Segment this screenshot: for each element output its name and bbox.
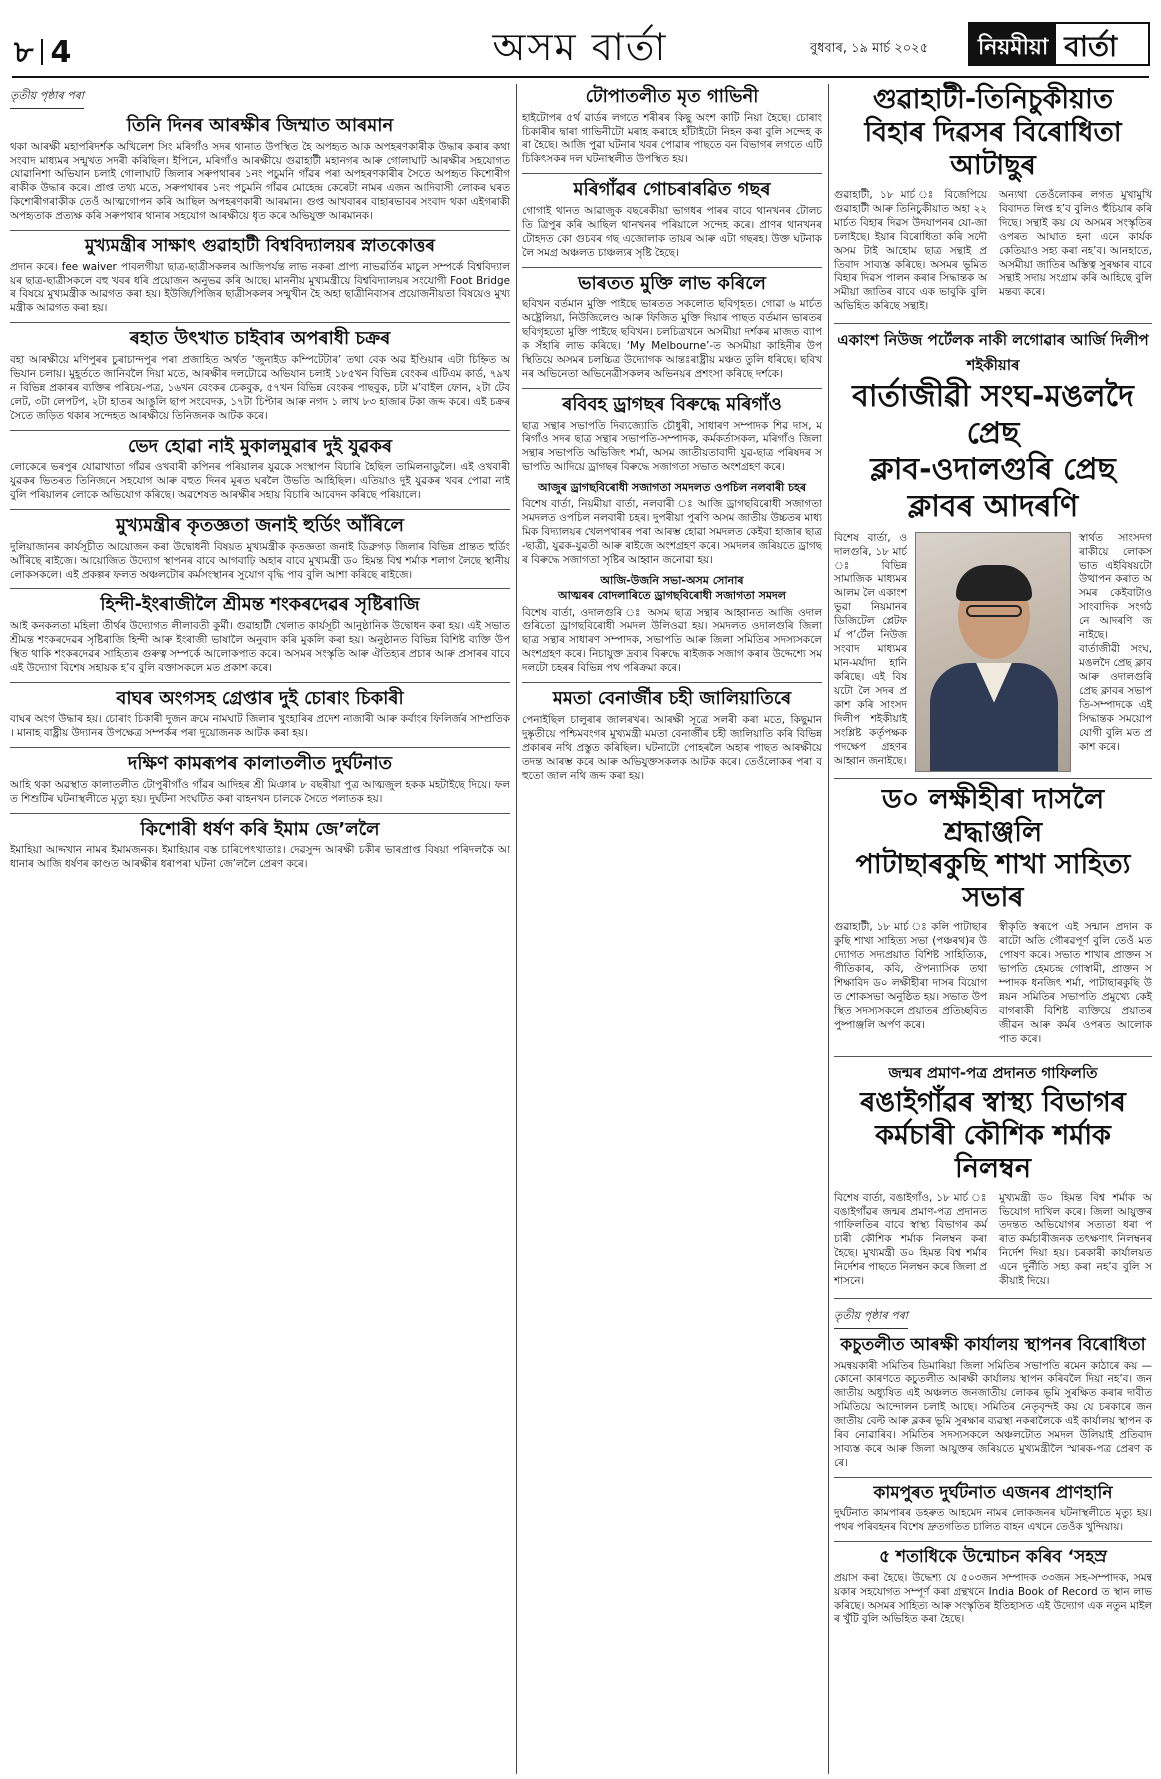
article-headline: ৰবিবহ ড্ৰাগছৰ বিৰুদ্ধে মৰিগাঁও	[562, 393, 782, 415]
article-body: লোকেৰে ভৰপুৰ যোৱাখাতা গাঁৱৰ ওখবাৰী কপিনৰ পৰিয়ালৰ যুৱকে সংস্থাপন বিচাৰি হৈছিল তামিলনাডুলৈ। এই ওখবাৰী যুৱকৰ ভিতৰত তিনিজনে সহযোগ আৰু বহুত দিনৰ মূৰত ঘৰলৈ উভতি আহিছিল। এতিয়াও দুই যুৱকৰ খবৰ পোৱা নাই বুলি পৰিয়ালৰ লোকে অভিযোগ কৰিছে। অৱশেষত আৰক্ষীৰ সহায় বিচাৰি আবেদন কৰিছে পৰিয়ালে।	[10, 461, 510, 502]
article-divider	[522, 173, 822, 174]
article-divider	[10, 682, 510, 683]
article-body: অন্যথা তেওঁলোকৰ লগত মুখামুখি বিবাদত লিপ্ত হ’ব বুলিও হুঁচিয়াৰ কৰি দিছে। সন্থাই কয় যে অসমৰ সংস্কৃতিৰ ওপৰত আঘাত হনা এনে কাৰ্যক কেতিয়াও সহ্য কৰা নহ’ব। আনহাতে, অসমীয়া জাতিৰ অস্তিত্ব সুৰক্ষাৰ বাবে সন্থাই সদায় সংগ্ৰাম কৰি আহিছে বুলি মন্তব্য কৰে।	[999, 188, 1152, 299]
article-body: আই কনকলতা মহিলা তীৰ্থৰ উদ্যোগত লীলাবতী কুৰ্মী। গুৱাহাটী খেলাত কাৰ্যসূচী আনুষ্ঠানিক উদ্বোধন কৰা হয়। এই সভাত শ্ৰীমন্ত শংকৰদেৱৰ সৃষ্টিৰাজি হিন্দী আৰু ইংৰাজী ভাষালৈ অনুবাদ কৰি মুকলি কৰা হয়। অনুষ্ঠানত বিভিন্ন বিশিষ্ট ব্যক্তি উপস্থিত থাকি শংকৰদেৱৰ সাহিত্যৰ গুৰুত্ব সম্পৰ্কে আলোকপাত কৰে। অসমৰ সংস্কৃতি আৰু ঐতিহ্যৰ প্ৰচাৰ আৰু প্ৰসাৰৰ বাবে এই উদ্যোগ বিশেষ সহায়ক হ’ব বুলি বক্তাসকলে মত প্ৰকাশ কৰে।	[10, 620, 510, 674]
article-body: বিশেষ বাৰ্তা, নিয়মীয়া বাৰ্তা, নলবাৰী ঃ আজি ড্ৰাগছবিৰোধী সজাগতা সমদলত ওপচিল নলবাৰী চহৰ। দুপৰীয়া পুৰণি অসম জাতীয় উচ্চতৰ মাধ্যমিক বিদ্যালয়ৰ খেলপথাৰৰ পৰা আৰম্ভ হোৱা সমদলত কেইবা হাজাৰ ছাত্ৰ-ছাত্ৰী, যুৱক-যুৱতী আৰু ৰাইজে অংশগ্ৰহণ কৰে। সমদলৰ জৰিয়তে ড্ৰাগছৰ বিৰুদ্ধে সজাগতা সৃষ্টিৰ আহ্বান জনোৱা হয়।	[522, 498, 822, 567]
article-divider	[834, 1477, 1152, 1478]
lead-headline-line1: গুৱাহাটী-তিনিচুকীয়াত	[872, 84, 1114, 115]
article-divider	[10, 322, 510, 323]
masthead	[0, 0, 1161, 78]
article-headline: ৫ শতাধিকে উন্মোচন কৰিব ‘সহস্ৰ	[879, 1547, 1107, 1568]
issue-date: বুধবাৰ, ১৯ মাৰ্চ ২০২৫	[810, 41, 929, 56]
headline-kicker: জন্মৰ প্ৰমাণ-পত্ৰ প্ৰদানত গাফিলতি	[888, 1063, 1098, 1082]
portrait-photo	[915, 532, 1071, 772]
headline-line1: ৰঙাইগাঁৱৰ স্বাস্থ্য বিভাগৰ	[860, 1086, 1126, 1118]
article-body: বিশেষ বাৰ্তা, ওদালগুৰি ঃ অসম ছাত্ৰ সন্থাৰ আহ্বানত আজি ওদালগুৰিতো ড্ৰাগছবিৰোধী সমদল উলিওৱা হয়। সমদলত ওদালগুৰি জিলা ছাত্ৰ সন্থাৰ সাধাৰণ সম্পাদক, সভাপতি আৰু জিলা সমিতিৰ সদস্যসকলে অংশগ্ৰহণ কৰে। নিচাযুক্ত দ্ৰব্যৰ বিৰুদ্ধে ৰাইজক সজাগ কৰাৰ উদ্দেশ্যে সমদলটো চহৰৰ বিভিন্ন পথ পৰিক্ৰমা কৰে।	[522, 606, 822, 675]
article-body: দুৰ্ঘটনাত কামপাৰৰ ডহৰুত আহমেদ নামৰ লোকজনৰ ঘটনাস্থলীতে মৃত্যু হয়। পথৰ পৰিবহনৰ বিশেষ দ্ৰুতগতিত চালিত বাহন এখনে তেওঁক খুন্দিয়ায়।	[834, 1507, 1152, 1534]
page-number	[14, 28, 72, 79]
lead-headline-line2: বিহাৰ দিৱসৰ বিৰোধিতা আটাছুৰ	[864, 116, 1122, 181]
logo-right-text: বাৰ্তা	[1056, 24, 1125, 64]
article-body: হাইটোপৰ ৫ৰ্থ ৱাৰ্ডৰ লগতে শৰীৰৰ কিছু অংশ কাটি নিয়া হৈছে। চোৰাং চিকাৰীৰ দ্বাৰা গাভিনীটো মৰাহ কৰাহে হাঁটাইটো নিহন কৰা বুলি সন্দেহ কৰা হৈছে। আজি পুৱা ঘটনাৰ খবৰ পোৱাৰ পাছতে বন বিভাগৰ লগতে এটি চিকিৎসকৰ দল ঘটনাস্থলীত উপস্থিত হয়।	[522, 111, 822, 166]
column-divider-2	[828, 84, 829, 1774]
article-divider	[834, 1298, 1152, 1299]
article-body: মুখ্যমন্ত্ৰী ড০ হিমন্ত বিশ্ব শৰ্মাক অভিযোগ দাখিল কৰে। জিলা আয়ুক্তৰ তদন্তত অভিযোগৰ সত্যতা ধৰা পৰাত কৰ্মচাৰীজনক তৎক্ষণাৎ নিলম্বনৰ নিৰ্দেশ দিয়া হয়। চৰকাৰী কাৰ্যালয়ত এনে দুৰ্নীতি সহ্য কৰা নহ’ব বুলি সকীয়াই দিয়ে।	[999, 1191, 1152, 1288]
headline-kicker: একাংশ নিউজ পৰ্টেলক নাকী লগোৱাৰ আৰ্জি দিলীপ শইকীয়াৰ	[837, 331, 1149, 375]
continued-from-label: তৃতীয় পৃষ্ঠাৰ পৰা	[834, 1307, 908, 1329]
article-body: স্বীকৃতি স্বৰূপে এই সন্মান প্ৰদান কৰাটো অতি গৌৰৱপূৰ্ণ বুলি তেওঁ মত পোষণ কৰে। সভাত শাখাৰ প্ৰাক্তন সভাপতি হেমচন্দ্ৰ গোস্বামী, প্ৰাক্তন সম্পাদক ধনজিৎ শৰ্মা, পাটাছাৰকুছি উন্নয়ন সমিতিৰ সভাপতি প্ৰমুখ্যে কেইবাগৰাকী বিশিষ্ট ব্যক্তিয়ে প্ৰয়াতৰ জীৱন আৰু কৰ্মৰ ওপৰত আলোকপাত কৰে।	[999, 921, 1152, 1045]
masthead-rule	[12, 76, 1149, 78]
article-divider	[522, 682, 822, 683]
article-divider	[10, 230, 510, 231]
article-body: গুৱাহাটী, ১৮ মাৰ্চ ঃ বিজেপিয়ে গুৱাহাটী আৰু তিনিচুকীয়াত অহা ২২ মাৰ্চত বিহাৰ দিৱস উদযাপনৰ যো-জা চলাইছে। ইয়াৰ বিৰোধিতা কৰি সদৌ অসম টাই আহোম ছাত্ৰ সন্থাই প্ৰতিবাদ সাব্যস্ত কৰিছে। অসমৰ ভূমিত বিহাৰ দিৱস পালন কৰাৰ সিদ্ধান্তক অসমীয়া জাতিৰ বাবে এক ভাবুকি বুলি অভিহিত কৰিছে সন্থাই।	[834, 188, 987, 313]
article-divider	[522, 267, 822, 268]
article-body: দুলিয়াজানৰ কাৰ্যসূচীত আয়োজন কৰা উদ্বোধনী বিষয়ত মুখ্যমন্ত্ৰীক কৃতজ্ঞতা জনাই ডিব্ৰুগড় জিলাৰ বিভিন্ন প্ৰান্তত হুৰ্ডিং আঁৰিছে ৰাইজে। আয়োজিত উদ্যোগ স্থাপনৰ বাবে আগবাঢ়ি অহাৰ বাবে মুখ্যমন্ত্ৰী ড০ হিমন্ত বিশ্ব শৰ্মাক শলাগ লৈছে স্থানীয় লোকসকলে। এই প্ৰকল্পৰ ফলত অঞ্চলটোৰ কৰ্মসংস্থানৰ সুযোগ বৃদ্ধি পাব বুলি আশা কৰিছে ৰাইজে।	[10, 540, 510, 581]
article-divider	[10, 509, 510, 510]
page-number-divider	[41, 39, 43, 65]
article-headline: মৰিগাঁৱৰ গোচৰাৰৱিত গছৰ	[573, 179, 771, 201]
article-body: স্বাৰ্থত সাংসদগৰাকীয়ে লোকসভাত এইবিষয়টো উত্থাপন কৰাত অসমৰ কেইবাটাও সাংবাদিক সংগঠনে আদৰণি জনাইছে। বাৰ্তাজীৱী সংঘ, মঙলদৈ প্ৰেছ ক্লাব আৰু ওদালগুৰি প্ৰেছ ক্লাবৰ সভাপতি-সম্পাদকে এই সিদ্ধান্তক সময়োপযোগী বুলি মত প্ৰকাশ কৰে।	[1079, 531, 1152, 753]
article-headline: মুখ্যমন্ত্ৰীৰ সাক্ষাৎ গুৱাহাটী বিশ্ববিদ্যালয়ৰ স্নাতকোত্তৰ	[84, 236, 435, 257]
column-divider-1	[516, 84, 517, 1774]
article-body: থকা আৰক্ষী মহাপৰিদৰ্শক অখিলেশ সিং মৰিগাঁও সদৰ থানাত উপস্থিত হৈ অপহৃত আক অপহৰণকাৰীক উদ্ধাৰ কৰাৰ কথা সংবাদ মাধ্যমৰ সন্মুখত সদৰী কৰিছিল। ইপিনে, মৰিগাঁও আৰক্ষীয়ে গুৱাহাটী মহানগৰ আৰু গোলাঘাট আৰক্ষীৰ সহযোগত যোৱানিশা অভিযান চলাই গোলাঘাট জিলাৰ সৰুপথাৰৰ ১নং পচুমনি গাঁৱৰ পৰা অপহৰণকাৰীৰ সৈতে অপহৃত কিশোৰীগৰাকীক উদ্ধাৰ কৰে। প্ৰাপ্ত তথ্য মতে, সৰুপথাৰৰ ১নং পচুমনি গাঁৱৰ মোহেন্দ্ৰ কেৰেটা নামৰ এজন আদিবাসী লোকৰ ঘৰত কিশোৰীগৰাকীক তেওঁ আত্মগোপন কৰি আছিল অপহৰণকাৰী আৰমান। গুপ্ত আখবাৰৰ বাহাৰভাবৰ সংবাদ থকা এইগৰাকী অপহৃতাক প্ৰত্যক্ষ কৰি সৰুপথাৰ থানাৰ সহযোগ আৰক্ষীয়ে ধৃত কৰে অভিযুক্ত আৰমানক।	[10, 140, 510, 223]
article-divider	[10, 747, 510, 748]
photo-hair-shape	[956, 565, 1032, 601]
article-divider	[10, 588, 510, 589]
headline-line1: ড০ লক্ষীহীৰা দাসলৈ শ্ৰদ্ধাঞ্জলি	[881, 783, 1105, 848]
photo-glasses-shape	[966, 605, 1022, 617]
article-headline: দক্ষিণ কামৰূপৰ কালাতলীত দুৰ্ঘটনাত	[127, 753, 393, 775]
article-body: বিশেষ বাৰ্তা, ওদালগুৰি, ১৮ মাৰ্চ ঃ বিভিন্ন সামাজিক মাধ্যমৰ আলম লৈ একাংশ ভুৱা নিয়মানৰ ডিজিটেল প্লেটফৰ্ম প’ৰ্টেল নিউজ সংবাদ মাধ্যমৰ মান-মৰ্যাদা হানি কৰিছে। এই বিষয়টো লৈ সদৰ প্ৰকাশ কৰি সাংসদ দিলীপ শইকীয়াই সংশ্লিষ্ট কৰ্তৃপক্ষক পদক্ষেপ গ্ৰহণৰ আহ্বান জনাইছে।	[834, 531, 907, 767]
article-body: গুৱাহাটী, ১৮ মাৰ্চ ঃ কলি পাটাছাৰকুছি শাখা সাহিত্য সভা (পঞ্চৰথ)ৰ উদ্যোগত সদ্যপ্ৰয়াত বিশিষ্ট সাহিত্যিক, গীতিকাৰ, কবি, ঔপন্যাসিক তথা শিক্ষাবিদ ড০ লক্ষীহীৰা দাসৰ বিয়োগত শোকসভা অনুষ্ঠিত হয়। সভাত উপস্থিত সদস্যসকলে প্ৰয়াতৰ প্ৰতিচ্ছবিত পুষ্পাঞ্জলি অৰ্পণ কৰে।	[834, 921, 987, 1031]
article-headline: ভেদ হোৱা নাই মুকালমুৱাৰ দুই যুৱকৰ	[127, 435, 393, 457]
headline-line2: পাটাছাৰকুছি শাখা সাহিত্য সভাৰ	[855, 849, 1131, 914]
article-subheading: আত্মৰৰ বোদলাৰিতে ড্ৰাগছবিৰোধী সজাগতা সমদল	[558, 589, 786, 603]
page-number-alt: 4	[50, 35, 73, 70]
article-body: ইমাহিয়া আদ্দখান নামৰ ইমামজনক। ইমাহিয়াৰ বস্ত চাৰিপেৎখাতাঃ। দেৱসুন্দ আৰক্ষী চকীৰ ভাৰপ্ৰাপ্ত বিষয়া পৰিদলকৈ আধানাৰ আজি ধৰ্ষণৰ কাণ্ডত আৰক্ষীৰ ধৰাপৰা ঘটনা জে’ললৈ প্ৰেৰণ কৰে।	[10, 844, 510, 871]
article-body: গোগাই থানত আৱাজুক বছৰেকীয়া ভাগধৰ পাৰৰ বাবে থানখনৰ টোলচতি ত্ৰিপুৰ কৰি আছিল থানখনৰ পৰিয়ালে সন্দেহ কৰে। প্ৰাণৰ থানখনৰ টোহদত কো গুচবৰ গছ এজোলাক তায়ৰ আৰু এটা গছৰহ। উক্ত ঘটনাক লৈ সমগ্ৰ অঞ্চলত চাঞ্চল্যৰ সৃষ্টি হৈছে।	[522, 204, 822, 259]
article-headline: ৰহাত উৎখাত চাইবাৰ অপৰাধী চক্ৰৰ	[129, 328, 391, 350]
logo-left-text: নিয়মীয়া	[970, 24, 1056, 64]
article-headline: কচুতলীত আৰক্ষী কাৰ্যালয় স্থাপনৰ বিৰোধিতা	[840, 1335, 1146, 1356]
article-body: বাঘৰ অংগ উদ্ধাৰ হয়। চোৰাং চিকাৰী দুজন ক্ৰমে নামঘাট জিলাৰ খুংহাৰিৰ প্ৰদেশ নাজাৰী আৰু কৰ্বাংৰ ফিলিৰ্জৰ সাম্প্ৰতিক। মানাহ বাষ্ট্ৰীয় উদ্যানৰ উপক্ষেত্ৰ সম্পৰ্কৰ পৰা দুয়োজনক আটক কৰা হয়।	[10, 713, 510, 740]
article-divider	[834, 323, 1152, 324]
article-headline: হিন্দী-ইংৰাজীলৈ শ্ৰীমন্ত শংকৰদেৱৰ সৃষ্টিৰাজি	[100, 594, 420, 616]
article-divider	[10, 813, 510, 814]
article-subheading: আজি-উজনি সভা-অসম সোনাৰ	[600, 574, 744, 588]
article-divider	[522, 388, 822, 389]
article-divider	[10, 430, 510, 431]
article-body: আহি থকা অৱস্থাত কালাতলীত টোপুৰীগাঁও গাঁৱৰ আদিহৰ শ্ৰী মিঞাৰ ৮ বছৰীয়া পুত্ৰ আত্মজুল হকক মহটাইছে দিয়ে। ফলত শিশুটিৰ ঘটনাস্থলীতে মৃত্যু হয়। দুৰ্ঘটনা সংঘটিত কৰা বাহনখন চালকে সৈতে পলাতক হয়।	[10, 778, 510, 805]
page-number-assamese: ৮	[14, 35, 35, 70]
right-block	[834, 84, 1152, 1633]
article-body: ছাত্ৰ সন্থাৰ সভাপতি দিব্যজ্যোতি চৌধুৰী, সাধাৰণ সম্পাদক শিৱ দাস, মৰিগাঁও সদৰ ছাত্ৰ সন্থাৰ সভাপতি-সম্পাদক, কৰ্মকৰ্তাসকল, মৰিগাঁও জিলা সন্থাৰ সভাপতি অভিজিৎ শৰ্মা, অসম জাতীয়তাবাদী যুৱ-ছাত্ৰ পৰিষদৰ সভাপতি আদিয়ে ড্ৰাগছৰ বিৰুদ্ধে সজাগতা সভাত অংশগ্ৰহণ কৰে।	[522, 419, 822, 474]
column-left	[10, 84, 510, 1774]
article-headline: মুখ্যমন্ত্ৰীৰ কৃতজ্ঞতা জনাই হুৰ্ডিং আঁৰিলে	[116, 515, 404, 537]
article-body: পেনাইছিল চালুৰাৰ জালৰখৰ। আৰক্ষী সূত্ৰে সলৰী কৰা মতে, কিছুমান দুষ্কৃতীয়ে পশ্চিমবংগৰ মুখ্যমন্ত্ৰী মমতা বেনাৰ্জীৰ চহী জালিয়াতি কৰি বিভিন্ন প্ৰকাৰৰ নথি প্ৰস্তুত কৰিছিল। ঘটনাটো পোহৰলৈ অহাৰ পাছত আৰক্ষীয়ে তদন্ত আৰম্ভ কৰে আৰু অভিযুক্তসকলক আটক কৰে। তেওঁলোকৰ পৰা বহুতো জাল নথি জব্দ কৰা হয়।	[522, 713, 822, 782]
article-divider	[834, 1056, 1152, 1057]
article-body: সমন্বয়কাৰী সমিতিৰ ডিমাৰিয়া জিলা সমিতিৰ সভাপতি ৰমেন কাঠাৰে কয় — কোনো কাৰণতে কচুতলীত আৰক্ষী কাৰ্যালয় স্থাপন কৰিবলৈ দিয়া নহ’ব। জনজাতীয় অধ্যুষিত এই অঞ্চলত জনজাতীয় লোকৰ ভূমি সুৰক্ষিত কৰাৰ দাবীত সমিতিয়ে আন্দোলন চলাই আছে। সমিতিৰ নেতৃবৃন্দই কয় যে চৰকাৰে জনজাতীয় বেল্ট আৰু ব্লকৰ ভূমি সুৰক্ষাৰ ব্যৱস্থা নকৰালৈকে এই কাৰ্যালয় স্থাপন কৰিব নোৱাৰিব। সমিতিৰ সদস্যসকলে অঞ্চলটোত সমদল উলিয়াই প্ৰতিবাদ সাব্যস্ত কৰে আৰু জিলা আয়ুক্তৰ জৰিয়তে মুখ্যমন্ত্ৰীলৈ স্মাৰক-পত্ৰ প্ৰেৰণ কৰে।	[834, 1359, 1152, 1470]
headline-line2: ক্লাব-ওদালগুৰি প্ৰেছ ক্লাবৰ আদৰণি	[870, 452, 1116, 525]
article-headline: কামপুৰত দুৰ্ঘটনাত এজনৰ প্ৰাণহানি	[873, 1483, 1113, 1504]
article-headline: মমতা বেনাৰ্জীৰ চহী জালিয়াতিৰে	[552, 688, 792, 710]
article-body: প্ৰয়াস কৰা হৈছে। উদ্ধেশ্য যে ৫০৩জন সম্পাদক ৩৩জন সহ-সম্পাদক, সমন্বয়কাৰ সহযোগত সম্পূৰ্ণ কৰা গ্ৰন্থখনে India Book of Record ত স্থান লাভ কৰিছে। অসমৰ সাহিত্য আৰু সংস্কৃতিৰ ইতিহাসত এই উদ্যোগ এক নতুন মাইলৰ খুঁটি বুলি অভিহিত কৰা হৈছে।	[834, 1571, 1152, 1626]
article-headline: কিশোৰী ধৰ্ষণ কৰি ইমাম জে’ললৈ	[140, 818, 380, 840]
column-middle	[522, 84, 822, 1344]
article-body: বহা আৰক্ষীয়ে মণিপুৰৰ চুৰাচান্দপুৰ পৰা প্ৰজাহিত অৰ্থত ‘জুনাইড কম্পিটেটাৰ’ তথা বেক অৱ ইণ্ডিয়াৰ এটা চিহ্নিত অভিযান চলায়। মুহূৰ্ততে জানিবলৈ দিয়া মতে, আৰক্ষীৰ দলটোৱে অভিযান চলাই ১৮৫খন বিভিন্ন বেংকৰ এটিএম কাৰ্ড, ৭৯খন বিভিন্ন প্ৰকাৰৰ ব্যক্তিৰ পৰিচয়-পত্ৰ, ১৬খন বেংকৰ চেকবুক, ৫৭খন বিভিন্ন বেংকৰ পাছবুক, চটা ম’বাইল ফোন, ২টা টেবলেট, ৩টা লেপটপ, ২টা হাতৰ আঙুলি ছাপ সংবেদক, ১৭টা চিপ্টাৰ আৰু নগদ ১ লাখ ৮৩ হাজাৰ টকা জব্দ কৰে। এই চক্ৰৰ সৈতে জড়িত থকাৰ সন্দেহত আৰক্ষীয়ে তিনিজনক আটক কৰে।	[10, 353, 510, 422]
article-divider	[834, 778, 1152, 779]
headline-line2: কৰ্মচাৰী কৌশিক শৰ্মাক নিলম্বন	[875, 1119, 1111, 1184]
article-subheading: আজুৰ ড্ৰাগছবিৰোধী সজাগতা সমদলত ওপচিল নলবাৰী চহৰ	[537, 481, 807, 495]
article-headline: বাঘৰ অংগসহ গ্ৰেপ্তাৰ দুই চোৰাং চিকাৰী	[116, 687, 404, 709]
article-headline: টোপাতলীত মৃত গাভিনী	[585, 86, 759, 107]
continued-from-label: তৃতীয় পৃষ্ঠাৰ পৰা	[10, 87, 84, 109]
article-body: প্ৰদান কৰে। fee waiver পাবলগীয়া ছাত্ৰ-ছাত্ৰীসকলৰ আজিপৰ্যন্ত লাভ নকৰা প্ৰাপ্য নাভৱৰ্তিৰ মাচুল সম্পৰ্কে বিশ্ববিদ্যালয়ৰ ছাত্ৰ-ছাত্ৰীসকলে বহু খবৰ ধৰি প্ৰয়োজন অনুভৱ কৰি আছে। মাননীয় মুখ্যমন্ত্ৰীয়ে বিশ্ববিদ্যালয়ৰ সংযোগী Foot Bridgeৰ বিষয়ে মুখ্যমন্ত্ৰীক আৱগত কৰা হয়। ইউজি/পিজিৰ ছাত্ৰীসকলৰ সন্মুখীন হৈ অহা ছাত্ৰীনিবাসৰ প্ৰয়োজনীয়তা বিষয়েও মুখ্যমন্ত্ৰীক আৱগত কৰা হয়।	[10, 260, 510, 315]
newspaper-logo	[968, 22, 1150, 66]
article-headline: তিনি দিনৰ আৰক্ষীৰ জিম্মাত আৰমান	[126, 115, 394, 136]
article-body: ছবিখন বৰ্তমান মুক্তি পাইছে ভাৰতত সকলোত ছবিগৃহত। গোৱা ৬ মাৰ্চত অষ্ট্ৰেলিয়া, নিউজিলেণ্ড আৰু ফিজিত মুক্তি দিয়াৰ পাছত বৰ্তমান ভাৰতৰ ছবিগৃহতো মুক্তি পাইছে ছবিখন। চলচিত্ৰখনে অসমীয়া দৰ্শকৰ মাজত ব্যাপক সঁহাৰি লাভ কৰিছে। ‘My Melbourne’-ত অসমীয়া কাহিনীৰ উপস্থিতিয়ে অসমৰ চলচ্চিত্ৰ উদ্যোগক আন্তঃৰাষ্ট্ৰীয় মঞ্চত তুলি ধৰিছে। ছবিখনৰ অভিনেতা অভিনেত্ৰীসকলৰ অভিনয়ৰ প্ৰশংসা কৰিছে দৰ্শকে।	[522, 298, 822, 380]
article-headline: ভাৰতত মুক্তি লাভ কৰিলে	[578, 272, 766, 294]
article-body: বিশেষ বাৰ্তা, বঙাইগাঁও, ১৮ মাৰ্চ ঃ বঙাইগাঁৱৰ জন্মৰ প্ৰমাণ-পত্ৰ প্ৰদানত গাফিলতিৰ বাবে স্বাস্থ্য বিভাগৰ কৰ্মচাৰী কৌশিক শৰ্মাক নিলম্বন কৰা হৈছে। মুখ্যমন্ত্ৰী ড০ হিমন্ত বিশ্ব শৰ্মাৰ নিৰ্দেশৰ পাছতে নিলম্বন কৰে জিলা প্ৰশাসনে।	[834, 1191, 987, 1288]
headline-line1: বাৰ্তাজীৱী সংঘ-মঙলদৈ প্ৰেছ	[852, 379, 1134, 451]
section-title: অসম বাৰ্তা	[492, 25, 668, 69]
article-divider	[834, 1541, 1152, 1542]
